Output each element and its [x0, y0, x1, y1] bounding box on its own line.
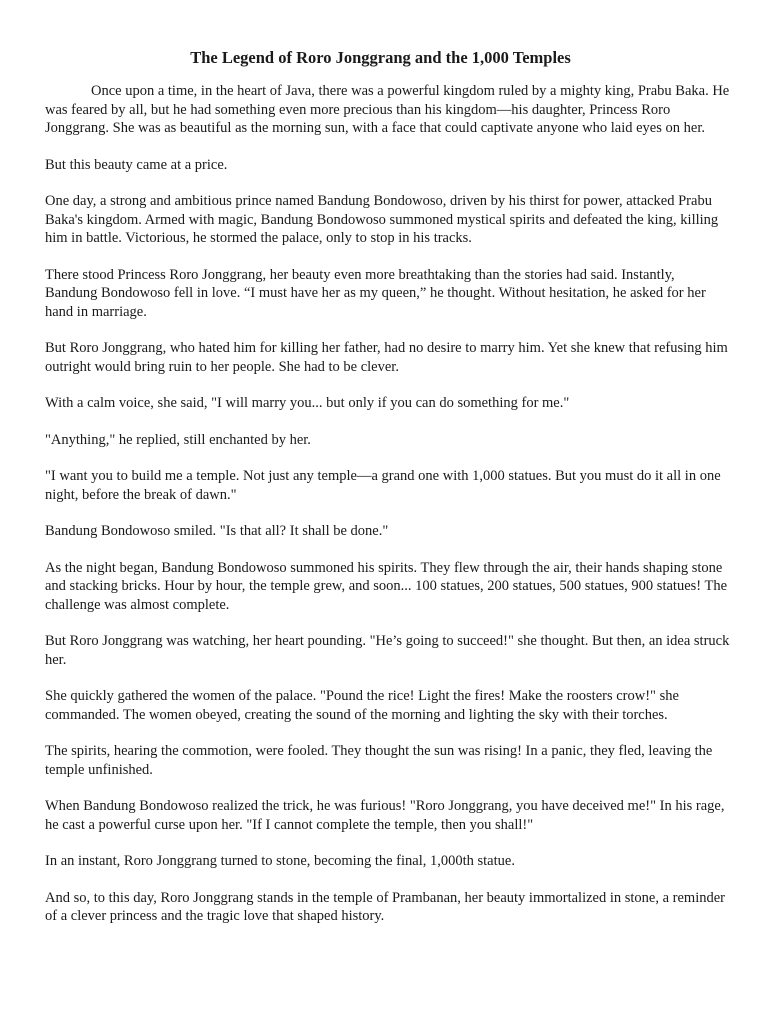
paragraph-11: But Roro Jonggrang was watching, her heart pounding. "He’s going to succeed!" she thought. But then, an idea struck her.: [45, 633, 730, 668]
document-title: The Legend of Roro Jonggrang and the 1,000 Temples: [190, 48, 571, 67]
paragraph-3: One day, a strong and ambitious prince named Bandung Bondowoso, driven by his thirst for power, attacked Prabu Baka's kingdom. Armed with magic, Bandung Bondowoso summoned mystical spirits and defeated the king, killing him in battle. Victorious, he stormed the palace, only to stop in his tracks.: [45, 193, 719, 246]
paragraph-16: And so, to this day, Roro Jonggrang stands in the temple of Prambanan, her beauty immortalized in stone, a reminder of a clever princess and the tragic love that shaped history.: [45, 889, 726, 924]
paragraph-8: "I want you to build me a temple. Not just any temple—a grand one with 1,000 statues. But you must do it all in one night, before the break of dawn.": [45, 468, 721, 503]
paragraph-15: In an instant, Roro Jonggrang turned to stone, becoming the final, 1,000th statue.: [45, 853, 515, 869]
paragraph-5: But Roro Jonggrang, who hated him for killing her father, had no desire to marry him. Yet she knew that refusing him outright would bring ruin to her people. She had to be clever.: [45, 340, 728, 375]
paragraph-1: Once upon a time, in the heart of Java, there was a powerful kingdom ruled by a mighty king, Prabu Baka. He was feared by all, but he had something even more precious than his kingdom—his daughter, Princess Roro Jonggrang. She was as beautiful as the morning sun, with a face that could captivate anyone who laid eyes on her.: [45, 83, 730, 136]
paragraph-13: The spirits, hearing the commotion, were fooled. They thought the sun was rising! In a panic, they fled, leaving the temple unfinished.: [45, 743, 713, 778]
paragraph-12: She quickly gathered the women of the palace. "Pound the rice! Light the fires! Make the roosters crow!" she commanded. The women obeyed, creating the sound of the morning and lighting the sky with their torches.: [45, 688, 679, 723]
paragraph-7: "Anything," he replied, still enchanted by her.: [45, 431, 311, 448]
paragraph-6: With a calm voice, she said, "I will marry you... but only if you can do something for me.": [45, 395, 570, 411]
paragraph-10: As the night began, Bandung Bondowoso summoned his spirits. They flew through the air, their hands shaping stone and stacking bricks. Hour by hour, the temple grew, and soon... 100 statues, 200 statues, 500 statues, 900 statues! The challenge was almost complete.: [45, 559, 728, 613]
paragraph-4: There stood Princess Roro Jonggrang, her beauty even more breathtaking than the stories had said. Instantly, Bandung Bondowoso fell in love. “I must have her as my queen,” he thought. Without hesitation, he asked for her hand in marriage.: [45, 266, 706, 320]
paragraph-14: When Bandung Bondowoso realized the trick, he was furious! "Roro Jonggrang, you have deceived me!" In his rage, he cast a powerful curse upon her. "If I cannot complete the temple, then you shall!": [45, 798, 725, 833]
paragraph-2: But this beauty came at a price.: [45, 156, 228, 173]
paragraph-9: Bandung Bondowoso smiled. "Is that all? It shall be done.": [45, 523, 389, 539]
